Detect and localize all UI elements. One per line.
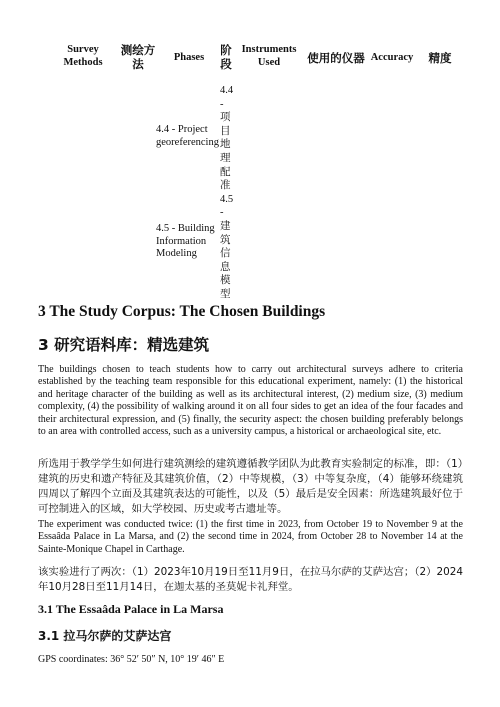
table-cell-zh-phases: 4.4 - 项目地理配准 4.5 - 建筑信息模型 <box>220 85 234 300</box>
header-survey-methods-zh: 测绘方法 <box>120 45 156 71</box>
header-survey-methods: Survey Methods <box>63 44 103 68</box>
header-stage-zh: 阶段 <box>220 45 232 71</box>
header-phases: Phases <box>173 52 205 63</box>
section-heading-zh: 3 研究语料库：精选建筑 <box>38 336 210 354</box>
header-accuracy: Accuracy <box>370 52 414 63</box>
paragraph-criteria-zh: 所选用于教学学生如何进行建筑测绘的建筑遵循教学团队为此教育实验制定的标准，即：（1）建筑的历史和遗产特征及其建筑价值，（2）中等规模，（3）中等复杂度，（4）能够环绕建筑四周以了解四个立面及其建筑表达的可能性，以及（5）最后是安全因素：所选建筑最好位于可控制进入的区域，如大学校园、历史或考古遗址等。 <box>38 458 463 515</box>
subsection-heading-zh: 3.1 拉马尔萨的艾萨达宫 <box>38 629 172 643</box>
paragraph-experiment-en: The experiment was conducted twice: (1) the first time in 2023, from October 19 to November 9 at the Essaâda Palace in La Marsa, and (2) the second time in 2024, from October 28 to November 14 at the Sainte-Monique Chapel in Carthage. <box>38 519 463 555</box>
header-instruments-used: Instruments Used <box>241 44 297 68</box>
table-header-row <box>56 44 466 80</box>
section-heading-en: 3 The Study Corpus: The Chosen Buildings <box>38 303 326 320</box>
paragraph-experiment-zh: 该实验进行了两次：（1）2023年10月19日至11月9日，在拉马尔萨的艾萨达宫；（2）2024年10月28日至11月14日，在迦太基的圣莫妮卡礼拜堂。 <box>38 566 463 593</box>
header-instruments-used-zh: 使用的仪器 <box>307 53 365 65</box>
subsection-heading-en: 3.1 The Essaâda Palace in La Marsa <box>38 602 224 616</box>
paragraph-criteria-en: The buildings chosen to teach students how to carry out architectural surveys adhere to criteria established by the teaching team responsible for this educational experiment, namely: (1) the historical and heritage character of the building as well as its architectural interest, (2) medium size, (3) medium complexity, (4) the possibility of walking around it on all four sides to get an idea of the four facades and their architectural expression, and (5) finally, the security aspect: the chosen building preferably belongs to an area with controlled access, such as a university campus, a historical or archaeological site, etc. <box>38 364 463 438</box>
gps-coordinates: GPS coordinates: 36° 52′ 50″ N, 10° 19′ 46″ E <box>38 654 225 665</box>
table-cell-phase-4-4: 4.4 - Project georeferencing <box>156 124 219 148</box>
header-accuracy-zh: 精度 <box>428 53 452 65</box>
table-cell-phase-4-5: 4.5 - Building Information Modeling <box>156 223 215 259</box>
